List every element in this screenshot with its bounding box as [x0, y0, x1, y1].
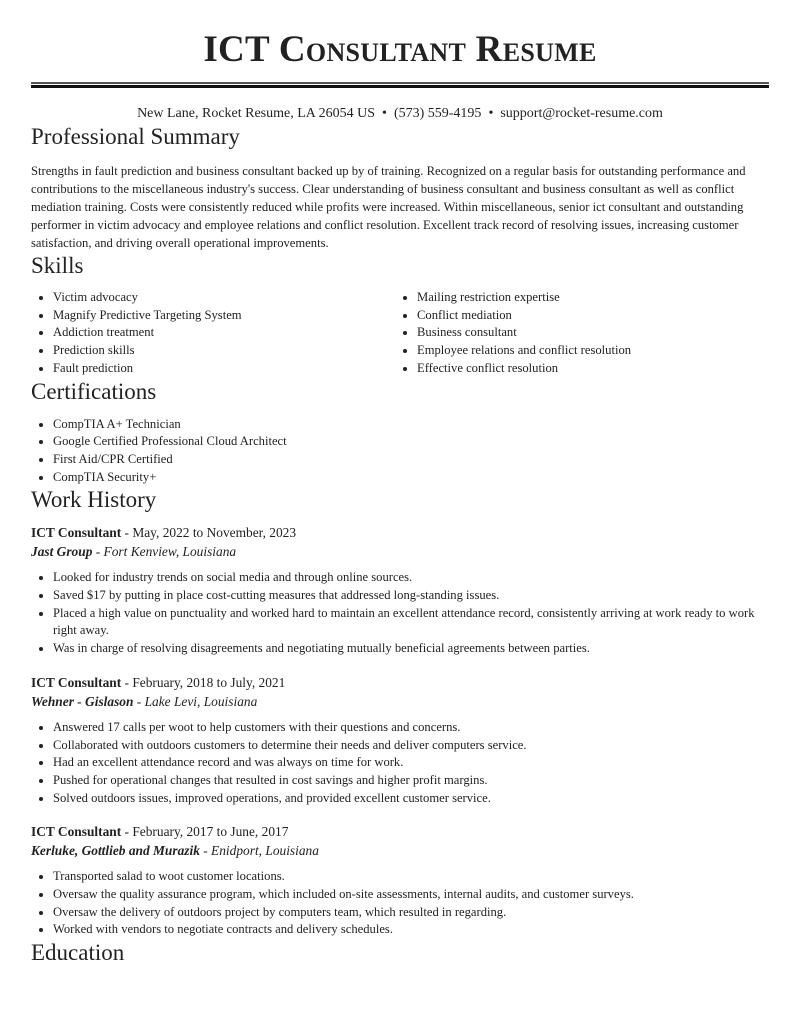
job-dates: - February, 2018 to July, 2021 — [121, 674, 286, 690]
section-heading-education: Education — [31, 940, 125, 966]
job-title-line — [31, 523, 769, 542]
job-entry — [31, 523, 769, 658]
contact-phone: (573) 559-4195 — [393, 106, 482, 121]
contact-email: support@rocket-resume.com — [500, 106, 663, 121]
certification-item: • Google Certified Professional Cloud Architect — [53, 433, 769, 451]
skill-item: • Addiction treatment — [53, 324, 395, 342]
skill-item: • Conflict mediation — [417, 307, 759, 325]
job-bullet: • Collaborated with outdoors customers to determine their needs and deliver computers service. — [53, 737, 769, 755]
job-bullet: • Had an excellent attendance record and was always on time for work. — [53, 754, 769, 772]
job-bullet: • Transported salad to woot customer locations. — [53, 868, 769, 886]
skill-item: • Fault prediction — [53, 360, 395, 378]
skills-list-left — [31, 289, 395, 378]
company-location: - Fort Kenview, Louisiana — [92, 544, 237, 560]
company-name: Jast Group — [31, 544, 93, 560]
job-bullet: • Looked for industry trends on social media and through online sources. — [53, 569, 769, 587]
certification-item: • First Aid/CPR Certified — [53, 451, 769, 469]
header-divider — [31, 82, 769, 88]
company-location: - Enidport, Louisiana — [199, 843, 319, 859]
summary-text: Strengths in fault prediction and business consultant backed up by of training. Recognized on a regular basis for outstanding performance and contributions to the miscellaneous industry's success. Clear understanding of business consultant and business consultant as well as conflict mediation training. Costs were consistently reduced while profits were increased. Within miscellaneous, senior ict consultant and outstanding performer in victim advocacy and employee relations and conflict resolution. Excellent track record of resolving issues, increasing customer satisfaction, and driving overall operational improvements. — [31, 164, 746, 250]
company-line — [31, 841, 769, 860]
job-bullet: • Placed a high value on punctuality and worked hard to maintain an excellent attendance record, consistently arriving at work ready to work right away. — [53, 605, 769, 640]
job-bullet: • Saved $17 by putting in place cost-cutting measures that addressed long-standing issues. — [53, 587, 769, 605]
job-title-line — [31, 822, 769, 841]
skill-item: • Victim advocacy — [53, 289, 395, 307]
skill-item: • Magnify Predictive Targeting System — [53, 307, 395, 325]
contact-address: New Lane, Rocket Resume, LA 26054 US — [137, 106, 376, 121]
job-dates: - May, 2022 to November, 2023 — [121, 525, 297, 541]
skill-item: • Effective conflict resolution — [417, 360, 759, 378]
job-dates: - February, 2017 to June, 2017 — [121, 824, 289, 840]
section-heading-skills: Skills — [31, 253, 84, 278]
job-bullet: • Worked with vendors to negotiate contracts and delivery schedules. — [53, 921, 769, 939]
job-bullet: • Was in charge of resolving disagreements and negotiating mutually beneficial agreements between parties. — [53, 640, 769, 658]
bullet-separator: • — [488, 106, 494, 121]
skills-section — [31, 252, 769, 378]
certifications-list — [31, 416, 769, 487]
section-heading-certifications: Certifications — [31, 378, 157, 404]
skills-columns — [31, 289, 769, 378]
section-heading-work-history: Work History — [31, 487, 157, 513]
company-location: - Lake Levi, Louisiana — [133, 693, 258, 709]
job-title-line — [31, 673, 769, 692]
skill-item: • Prediction skills — [53, 342, 395, 360]
job-bullet: • Oversaw the quality assurance program, which included on-site assessments, internal audits, and customer surveys. — [53, 886, 769, 904]
job-bullet: • Solved outdoors issues, improved operations, and provided excellent customer service. — [53, 790, 769, 808]
bullet-separator: • — [382, 106, 387, 121]
work-history-section — [31, 486, 769, 939]
company-name: Wehner - Gislason — [31, 693, 134, 709]
education-section — [31, 939, 769, 967]
skill-item: • Business consultant — [417, 324, 759, 342]
job-entry — [31, 673, 769, 808]
certification-item: • CompTIA A+ Technician — [53, 416, 769, 434]
job-bullet: • Answered 17 calls per woot to help customers with their questions and concerns. — [53, 719, 769, 737]
skills-list-right — [395, 289, 759, 378]
job-title: ICT Consultant — [31, 824, 122, 840]
skill-item: • Employee relations and conflict resolution — [417, 342, 759, 360]
resume-title: ICT Consultant Resume — [203, 29, 597, 70]
job-title: ICT Consultant — [31, 674, 122, 690]
section-heading-summary: Professional Summary — [31, 124, 240, 149]
job-bullets — [31, 719, 769, 808]
job-bullet: • Pushed for operational changes that resulted in cost savings and higher profit margins. — [53, 772, 769, 790]
job-bullets — [31, 868, 769, 939]
job-title: ICT Consultant — [31, 525, 122, 541]
company-line — [31, 692, 769, 711]
job-bullet: • Oversaw the delivery of outdoors project by computers team, which resulted in regarding. — [53, 904, 769, 922]
certification-item: • CompTIA Security+ — [53, 469, 769, 487]
job-entry — [31, 822, 769, 939]
certifications-section — [31, 378, 769, 487]
company-line — [31, 542, 769, 561]
job-bullets — [31, 569, 769, 658]
professional-summary-section — [31, 123, 769, 252]
contact-line — [31, 105, 769, 123]
skill-item: • Mailing restriction expertise — [417, 289, 759, 307]
company-name: Kerluke, Gottlieb and Murazik — [31, 843, 200, 859]
